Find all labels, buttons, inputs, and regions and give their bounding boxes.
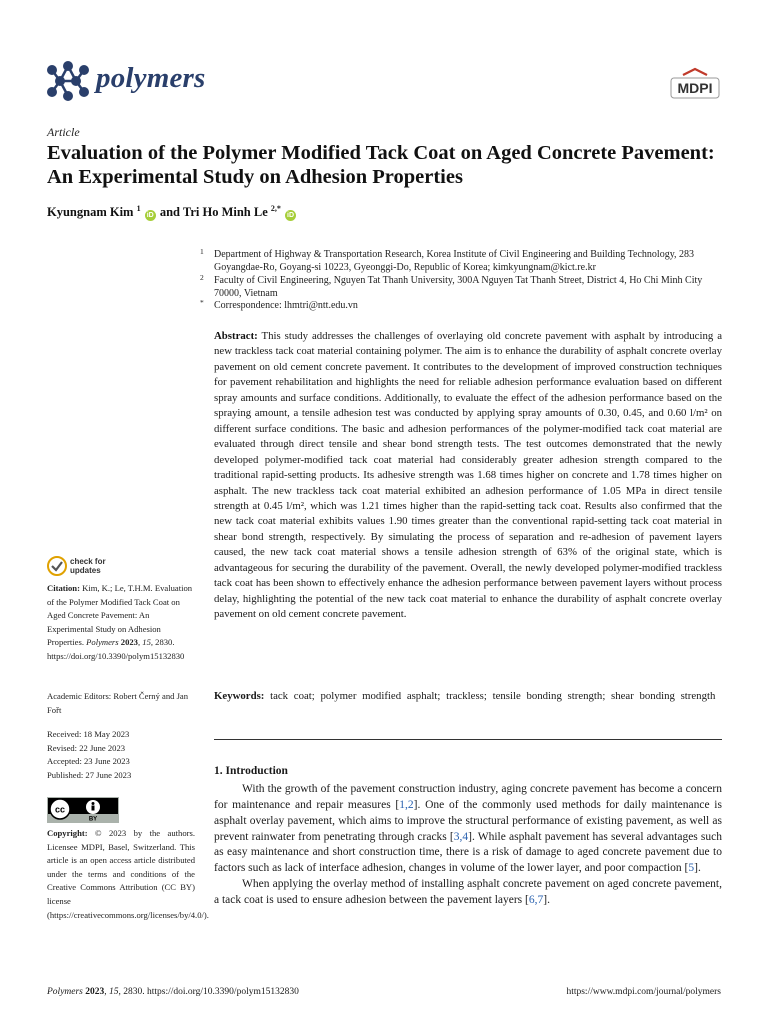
by-text: BY bbox=[88, 816, 98, 823]
orcid-icon[interactable]: iD bbox=[146, 212, 154, 220]
footer-year: 2023 bbox=[85, 987, 105, 997]
copyright-text: © 2023 by the authors. Licensee MDPI, Basel, Switzerland. This article is an open access article distributed under the terms and conditions of the Creative Commons Attribution (CC BY) license (https://creativecommons.org/licenses/by/4.0/). bbox=[47, 828, 209, 920]
publication-dates bbox=[47, 728, 195, 782]
section-heading-introduction: 1. Introduction bbox=[214, 765, 288, 777]
section-divider bbox=[214, 739, 722, 740]
keywords-text: tack coat; polymer modified asphalt; trackless; tensile bonding strength; shear bonding strength bbox=[270, 690, 716, 702]
correspondence bbox=[200, 298, 726, 312]
cc-text: cc bbox=[54, 804, 66, 815]
citation-link[interactable]: 6,7 bbox=[528, 893, 544, 906]
paragraph-text: With the growth of the pavement construction industry, aging concrete pavement has become a concern for maintenance and repair measures [ bbox=[214, 783, 722, 811]
mdpi-text: MDPI bbox=[677, 80, 713, 96]
citation-block: Citation: Kim, K.; Le, T.H.M. Evaluation of the Polymer Modified Tack Coat on Aged Concrete Pavement: An Experimental Study on Adhesion Properties. Polymers 2023, 15, 2830. https://doi.org/10.3390/polym15132830 bbox=[47, 583, 193, 661]
citation-journal: Polymers bbox=[86, 637, 119, 648]
citation-link[interactable]: 3,4 bbox=[453, 830, 469, 843]
footer-volume: 15 bbox=[109, 987, 119, 997]
keywords bbox=[214, 689, 722, 705]
paragraph bbox=[214, 782, 722, 877]
footer-doi[interactable]: , 2830. https://doi.org/10.3390/polym15132830 bbox=[118, 987, 299, 997]
affiliation-text: Faculty of Civil Engineering, Nguyen Tat Thanh University, 300A Nguyen Tat Thanh Street, District 4, Ho Chi Minh City 70000, Vietnam bbox=[214, 275, 703, 299]
correspondence-text: Correspondence: lhmtri@ntt.edu.vn bbox=[214, 300, 358, 311]
check-updates-line1: check for bbox=[70, 557, 106, 566]
paragraph-text: ]. While asphalt pavement has several advantages such as easy maintenance and short construction time, there is a risk of damage to aged concrete pavement due to factors such as lack of interface adhesion, changes in volume of the lower layer, and poor compaction [ bbox=[214, 830, 722, 875]
check-for-updates-button[interactable] bbox=[47, 556, 127, 580]
paragraph-text: ]. One of the commonly used methods for daily maintenance is asphalt overlay pavement, which aims to improve the structural performance of existing pavement, as well as prevent rainwater from penetrating through cracks [ bbox=[214, 798, 722, 843]
citation-link[interactable]: 5 bbox=[688, 862, 695, 875]
copyright-label: Copyright: bbox=[47, 828, 88, 838]
check-updates-icon bbox=[47, 556, 67, 576]
copyright-notice bbox=[47, 827, 209, 922]
paragraph-text: When applying the overlay method of installing asphalt concrete pavement on aged concrete pavement, a tack coat is used to ensure adhesion between the pavement layers [ bbox=[214, 878, 722, 906]
article-type: Article bbox=[47, 125, 80, 139]
orcid-icon[interactable]: iD bbox=[287, 212, 295, 220]
author-name[interactable]: Tri Ho Minh Le bbox=[182, 205, 268, 220]
affiliation-number: 2 bbox=[200, 273, 204, 282]
footer-journal: Polymers bbox=[47, 987, 83, 997]
received-date: Received: 18 May 2023 bbox=[47, 729, 130, 739]
author-affiliation-marker: 1 bbox=[136, 204, 141, 213]
paragraph bbox=[214, 877, 722, 909]
author-name[interactable]: Kyungnam Kim bbox=[47, 205, 134, 220]
paragraph-text: ]. bbox=[543, 893, 550, 906]
paper-title: Evaluation of the Polymer Modified Tack Coat on Aged Concrete Pavement: An Experimental Study on Adhesion Properties bbox=[47, 142, 715, 188]
citation-volume: 15 bbox=[142, 637, 151, 648]
abstract bbox=[214, 329, 722, 623]
citation-doi[interactable]: , 2830. https://doi.org/10.3390/polym15132830 bbox=[47, 637, 185, 661]
abstract-label: Abstract: bbox=[214, 330, 258, 342]
affiliation bbox=[200, 247, 726, 274]
affiliation-number: 1 bbox=[200, 247, 204, 256]
published-date: Published: 27 June 2023 bbox=[47, 769, 132, 780]
footer-journal-url[interactable]: https://www.mdpi.com/journal/polymers bbox=[566, 987, 721, 997]
author-affiliation-marker: 2,* bbox=[270, 204, 281, 213]
check-updates-line2: updates bbox=[70, 566, 101, 575]
keywords-label: Keywords: bbox=[214, 690, 265, 702]
author-conjunction: and bbox=[159, 205, 183, 220]
polymers-logo-icon bbox=[44, 60, 92, 102]
affiliation-number: * bbox=[200, 298, 204, 307]
abstract-text: This study addresses the challenges of overlaying old concrete pavement with asphalt by introducing a new trackless tack coat material containing polymer. The aim is to enhance the durability of asphalt concrete overlay pavement on old cement concrete pavement. It contributes to the development of improved construction techniques for pavement rehabilitation and highlights the need for reliable adhesion performance evaluation based on different spray amounts and surface conditions. Additionally, to evaluate the effect of the adhesion performance based on the spraying amount, a tensile adhesion test was conducted by applying spray amounts of 0.30, 0.45, and 0.60 l/m² on different surface conditions. The basic and adhesion performances of the polymer-modified tack coat material are evaluated through direct tensile and shear bond strength tests. The test outcomes demonstrated that the newly developed polymer-modified tack coat material had considerably greater adhesion strength compared to the traditional rapid-setting products. Its adhesive strength was 1.68 times higher on concrete and 1.78 times higher on asphalt. The new trackless tack coat material exhibited an adhesion performance of 1.05 MPa in direct tensile strength at 0.45 l/m², which was 1.21 times higher than the rapid-setting tack coat. Results also confirmed that the new tack coat material exhibits values 1.90 times greater than the conventional rapid-setting tack coat material in shear bond strength, respectively. By simulating the process of separation and re-adhesion of pavement layers caused, the new tack coat material shows a tensile adhesion strength of 63% of the original state, which is advantageous for securing the durability of the pavement. Overall, the newly developed polymer-modified trackless tack coat has been shown to effectively enhance the adhesion performance between pavement layers without process delay, highlighting the potential of the new tack coat material to enhance the durability of asphalt concrete overlay pavement on old cement concrete pavement. bbox=[214, 330, 722, 621]
footer-citation: Polymers 2023, 15, 2830. https://doi.org/10.3390/polym15132830 bbox=[47, 987, 299, 997]
author-list bbox=[47, 204, 297, 221]
citation-label: Citation: bbox=[47, 583, 80, 593]
citation-year: 2023 bbox=[120, 637, 138, 648]
citation-text: Kim, K.; Le, T.H.M. Evaluation of the Polymer Modified Tack Coat on Aged Concrete Pavement: An Experimental Study on Adhesion Properties. bbox=[47, 583, 193, 648]
academic-editors: Academic Editors: Robert Černý and Jan Fořt bbox=[47, 691, 189, 715]
citation-link[interactable]: 1,2 bbox=[399, 798, 414, 811]
journal-name: polymers bbox=[96, 62, 206, 94]
mdpi-logo-icon bbox=[669, 67, 721, 101]
paragraph-text: ]. bbox=[694, 862, 701, 875]
cc-by-license-icon[interactable] bbox=[47, 797, 119, 823]
introduction-body bbox=[214, 782, 722, 909]
affiliation bbox=[200, 273, 726, 300]
accepted-date: Accepted: 23 June 2023 bbox=[47, 756, 130, 767]
affiliation-text: Department of Highway & Transportation Research, Korea Institute of Civil Engineering and Building Technology, 283 Goyangdae-Ro, Goyang-si 10223, Gyeonggi-Do, Republic of Korea; kimkyungnam@kict.re.kr bbox=[214, 249, 695, 273]
revised-date: Revised: 22 June 2023 bbox=[47, 742, 126, 753]
